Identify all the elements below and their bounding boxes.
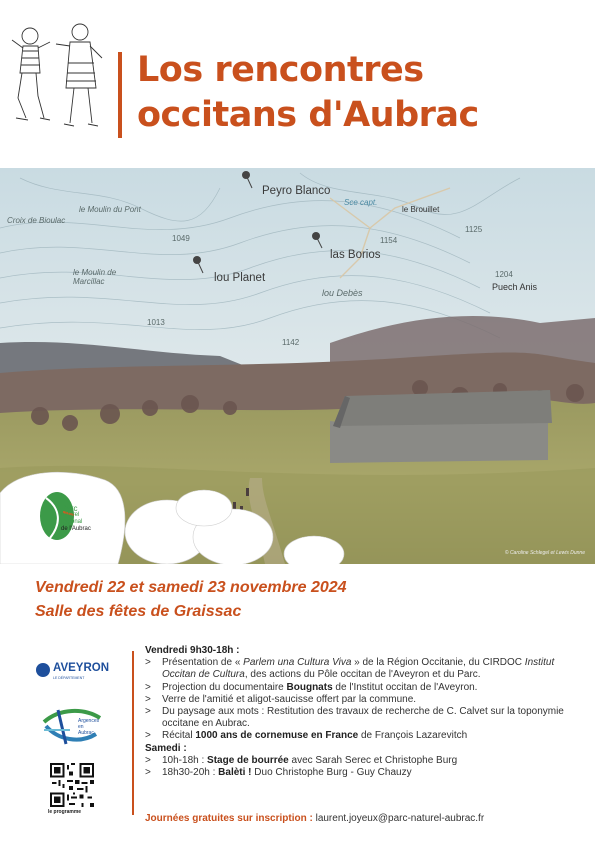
title-accent-bar [118,52,122,138]
item-text: Récital [162,730,196,742]
friday-heading: Vendredi 9h30-18h : [145,645,240,656]
item-emphasis: Stage de bourrée [207,754,289,766]
argences-logo-text [78,718,118,736]
item-text: Verre de l'amitié et aligot-saucisse offert par la commune. [162,693,417,705]
map-place: las Borios [330,249,381,261]
qr-code[interactable] [50,763,94,807]
map-label: Puech Anis [492,282,538,292]
map-label: le Brouillet [402,205,440,214]
map-label: le Moulin de Marcillac [73,268,117,286]
landscape-photo [0,168,595,564]
item-text: avec Sarah Serec et Christophe Burg [288,754,458,766]
map-label: 1125 [465,225,483,234]
item-text: , des actions du Pôle occitan de l'Aveyron et du Parc. [244,669,481,681]
map-label: 1049 [172,234,190,243]
map-label: le Moulin du Pont [79,205,141,214]
program-accent-bar [132,651,134,815]
map-label: lou Debès [322,288,363,298]
program-item [145,706,565,730]
item-emphasis: 1000 ans de cornemuse en France [195,730,359,742]
aveyron-logo [36,660,126,682]
photo-credit: © Caroline Schlegel et Lewis Dunne [504,550,585,556]
item-text: de François Lazarevitch [358,730,468,742]
item-text: » de la Région Occitanie, du CIRDOC [351,657,525,669]
program [145,645,565,779]
page-title [137,48,557,138]
map-label: 1204 [495,270,513,279]
item-emphasis: Parlem una Cultura Viva [243,657,352,669]
item-text: 10h-18h : [162,754,208,766]
map-label: 1154 [380,236,398,245]
registration-line [145,813,484,824]
item-text: de l'Institut occitan de l'Aveyron. [332,681,478,693]
item-emphasis: Balèti ! [218,767,252,779]
title-line-1: Los rencontres [137,50,424,90]
map-place: Peyro Blanco [262,185,331,197]
event-venue: Salle des fêtes de Graissac [35,603,242,620]
registration-email[interactable]: laurent.joyeux@parc-naturel-aubrac.fr [312,813,485,824]
aveyron-logo-text: AVEYRON [53,662,110,674]
argences-line-2: en [78,724,84,730]
argences-line-1: Argences [78,718,100,724]
event-dates: Vendredi 22 et samedi 23 novembre 2024 [35,579,347,596]
program-item [145,682,565,694]
dancers-illustration [8,18,108,143]
map-place: lou Planet [214,272,266,284]
item-text: Du paysage aux mots : Restitution des travaux de recherche de C. Calvet sur la toponymie occitane en Aubrac. [162,706,564,730]
map-label: Croix de Bioulac [7,216,66,225]
item-emphasis: Institut Occitan de Cultura [162,657,555,681]
program-item [145,730,565,742]
map-label: Sce capt. [344,198,378,207]
aveyron-logo-subtext: LE DÉPARTEMENT [53,676,85,680]
pnr-line-1: Parc [61,504,78,513]
item-text: Duo Christophe Burg - Guy Chauzy [251,767,412,779]
pnr-logo-text [61,505,91,533]
program-item [145,755,565,767]
item-text: Projection du documentaire [162,681,287,693]
item-emphasis: Bougnats [286,681,333,693]
map-label: 1142 [282,338,300,347]
aveyron-star-icon [36,663,50,677]
program-item [145,694,565,706]
qr-code-label: le programme [48,809,82,815]
item-text: 18h30-20h : [162,767,219,779]
pnr-line-4: de l'Aubrac [61,526,91,532]
pnr-line-2: naturel [61,512,80,518]
pnr-line-3: régional [61,519,83,525]
program-item [145,657,565,681]
title-line-2: occitans d'Aubrac [137,95,479,135]
item-text: Présentation de « [162,657,244,669]
program-item [145,767,565,779]
argences-line-3: Aubrac [78,730,94,736]
header [0,0,595,168]
registration-label: Journées gratuites sur inscription : [145,813,313,824]
saturday-heading: Samedi : [145,742,187,754]
map-label: 1013 [147,318,165,327]
